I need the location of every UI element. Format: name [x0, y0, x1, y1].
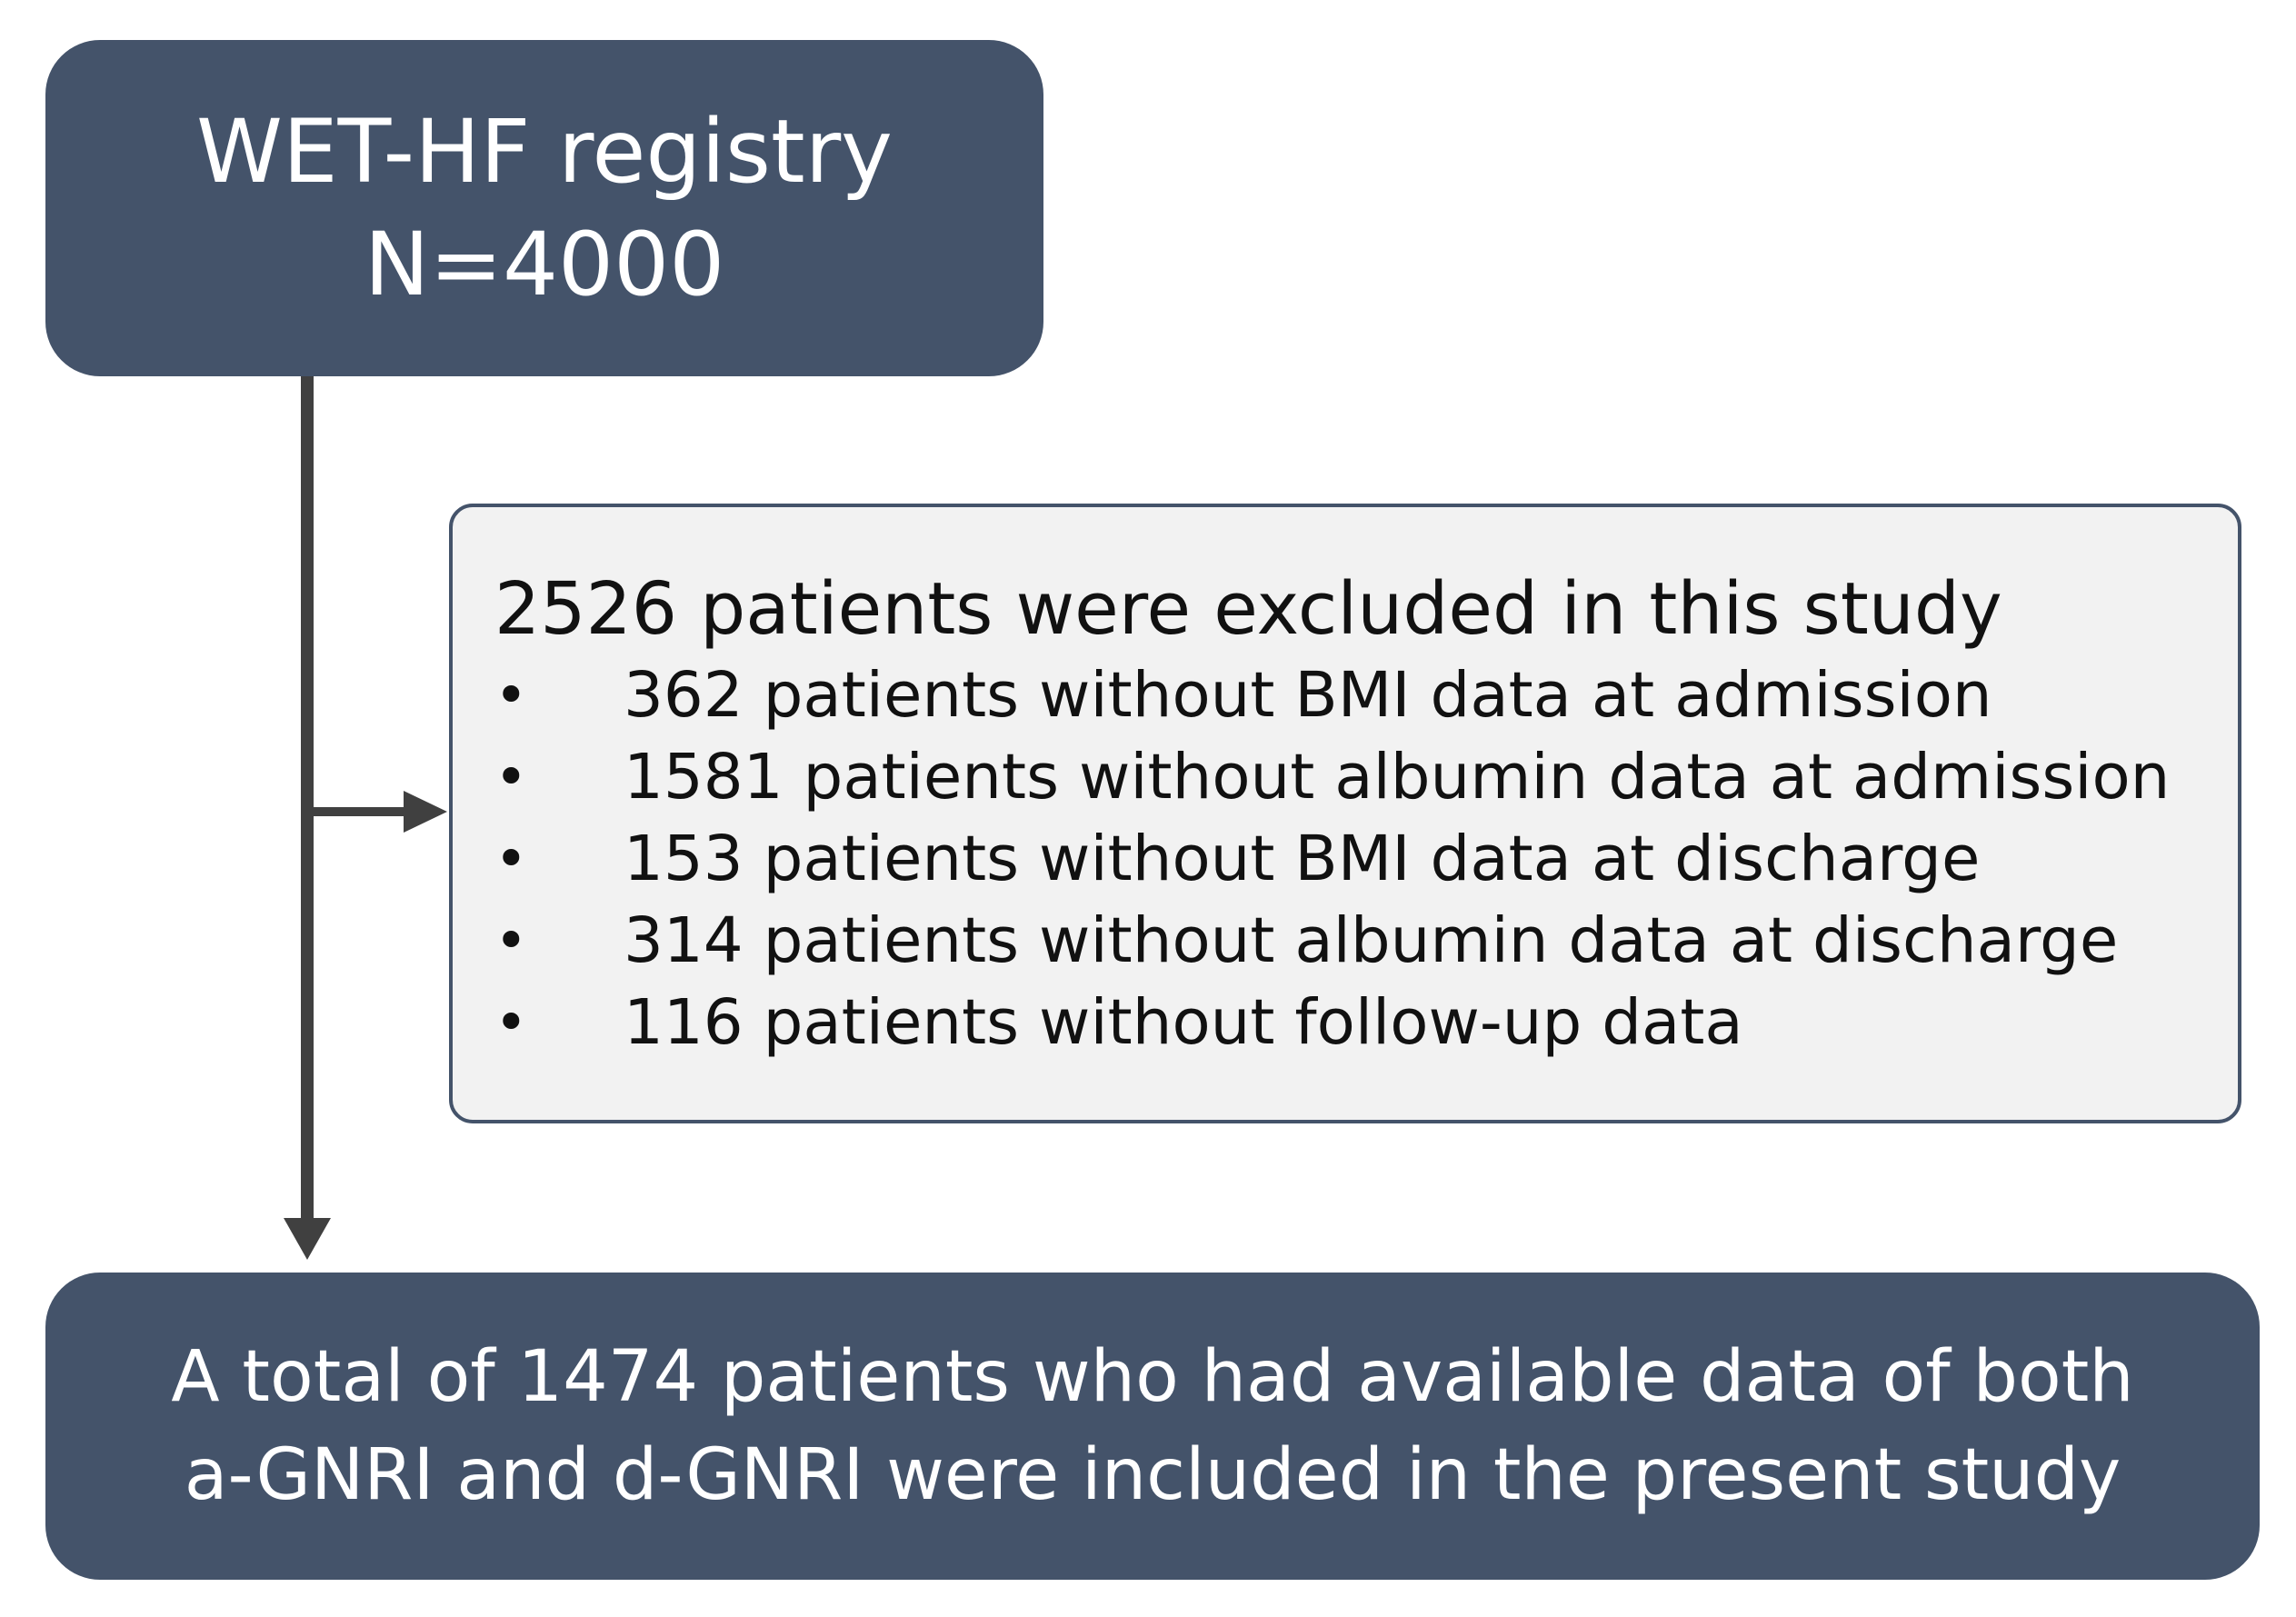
exclusion-list	[494, 654, 2238, 1063]
included-text-line1: A total of 1474 patients who had available data of both	[171, 1336, 2134, 1418]
registry-box	[45, 40, 1043, 376]
exclusion-branch-arrowhead	[404, 791, 447, 833]
exclusion-item	[494, 818, 2238, 900]
exclusion-item	[494, 654, 2238, 736]
exclusion-item	[494, 982, 2238, 1063]
exclusion-item-text: 314 patients without albumin data at discharge	[624, 904, 2119, 977]
exclusion-item-text: 362 patients without BMI data at admission	[624, 659, 1992, 732]
exclusion-item-text: 1581 patients without albumin data at admission	[624, 741, 2171, 813]
bullet-icon: •	[494, 744, 528, 810]
bullet-icon: •	[494, 989, 528, 1055]
bullet-icon: •	[494, 907, 528, 973]
bullet-icon: •	[494, 825, 528, 892]
exclusion-item-text: 153 patients without BMI data at discharge	[624, 823, 1981, 895]
exclusion-item	[494, 736, 2238, 818]
exclusion-box	[449, 504, 2241, 1123]
bullet-icon: •	[494, 662, 528, 728]
included-text-line2: a-GNRI and d-GNRI were included in the present study	[184, 1434, 2121, 1516]
main-flow-arrowhead	[284, 1218, 331, 1260]
exclusion-item	[494, 900, 2238, 982]
registry-count: N=4000	[364, 214, 725, 315]
included-box	[45, 1273, 2260, 1580]
exclusion-item-text: 116 patients without follow-up data	[624, 986, 1743, 1059]
registry-name: WET-HF registry	[196, 101, 893, 203]
exclusion-title: 2526 patients were excluded in this study	[494, 567, 2002, 651]
